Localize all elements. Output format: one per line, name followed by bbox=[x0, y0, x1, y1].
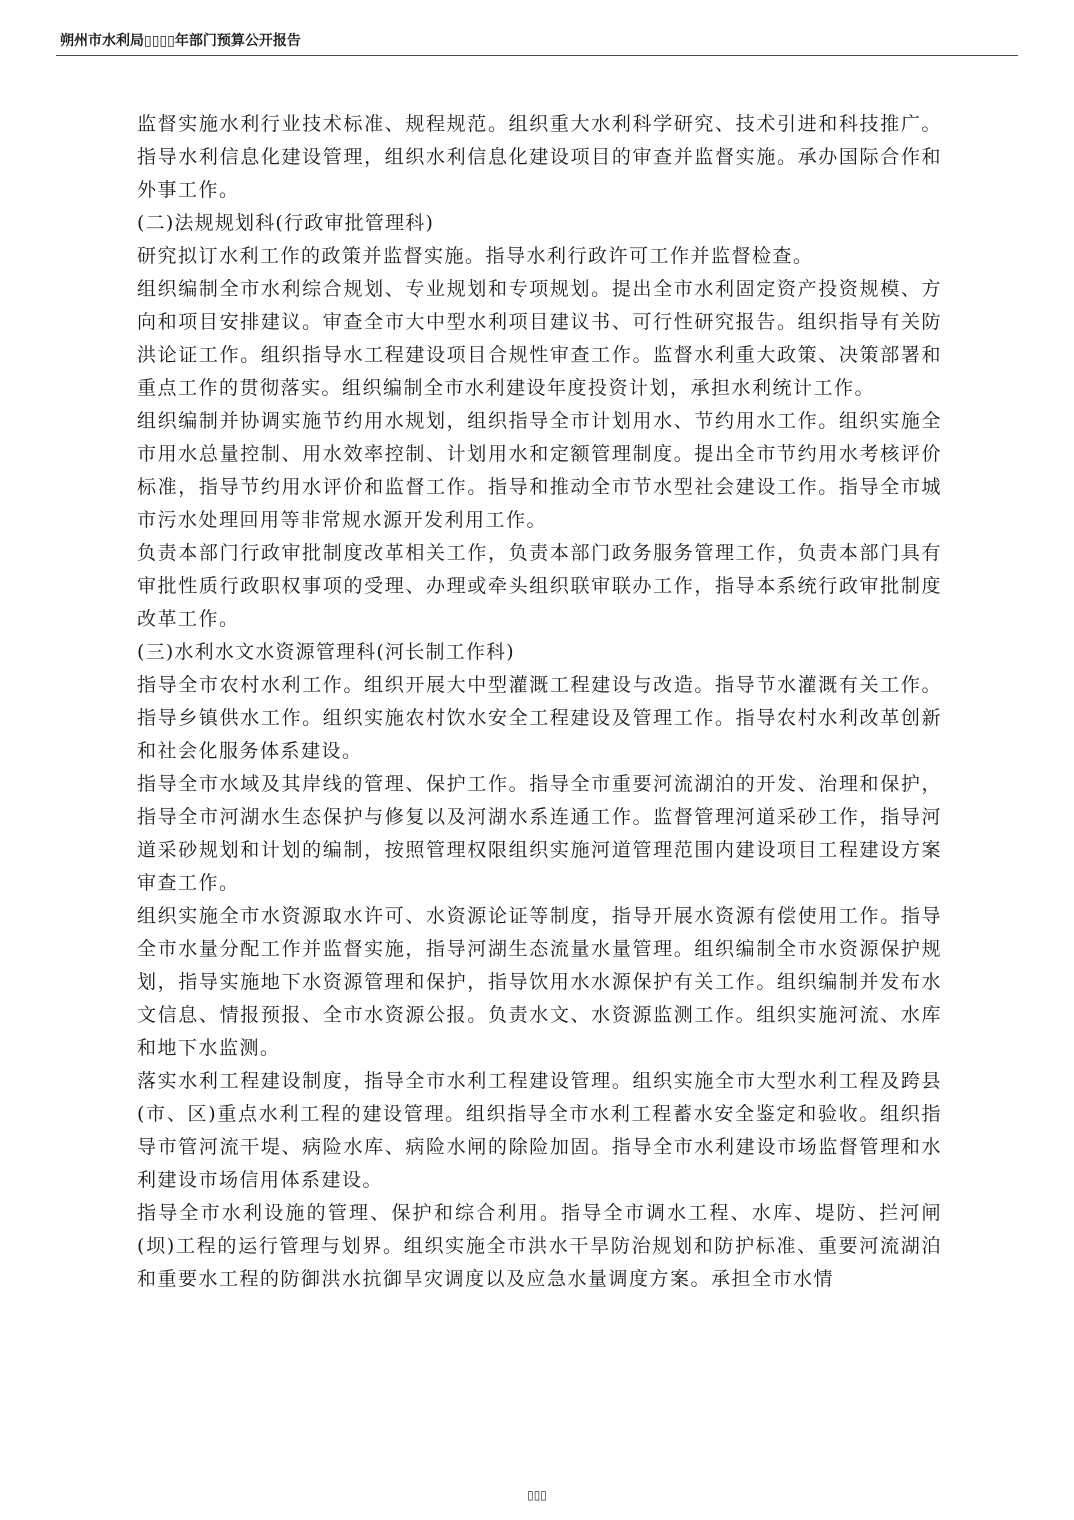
paragraph-policy: 研究拟订水利工作的政策并监督实施。指导水利行政许可工作并监督检查。 bbox=[137, 245, 814, 267]
page-header-title: 朔州市水利局▯▯▯▯年部门预算公开报告 bbox=[60, 33, 301, 49]
paragraph-facilities: 指导全市水利设施的管理、保护和综合利用。指导全市调水工程、水库、堤防、拦河闸(坝)工程的运行管理与划界。组织实施全市洪水干旱防治规划和防护标准、重要河流湖泊和重要水工程的防御洪水抗御旱灾调度以及应急水量调度方案。承担全市水情 bbox=[137, 1202, 942, 1290]
section-heading-hydrology: (三)水利水文水资源管理科(河长制工作科) bbox=[137, 641, 515, 663]
paragraph-approval-reform: 负责本部门行政审批制度改革相关工作，负责本部门政务服务管理工作，负责本部门具有审批性质行政职权事项的受理、办理或牵头组织联审联办工作，指导本系统行政审批制度改革工作。 bbox=[137, 542, 942, 630]
page-number: ▯▯▯ bbox=[527, 1488, 547, 1502]
section-heading-regulations: (二)法规规划科(行政审批管理科) bbox=[137, 212, 435, 234]
paragraph-construction: 落实水利工程建设制度，指导全市水利工程建设管理。组织实施全市大型水利工程及跨县(市、区)重点水利工程的建设管理。组织指导全市水利工程蓄水安全鉴定和验收。组织指导市管河流干堤、病险水库、病险水闸的除险加固。指导全市水利建设市场监督管理和水利建设市场信用体系建设。 bbox=[137, 1070, 942, 1191]
paragraph-water-resources: 组织实施全市水资源取水许可、水资源论证等制度，指导开展水资源有偿使用工作。指导全市水量分配工作并监督实施，指导河湖生态流量水量管理。组织编制全市水资源保护规划，指导实施地下水资源管理和保护，指导饮用水水源保护有关工作。组织编制并发布水文信息、情报预报、全市水资源公报。负责水文、水资源监测工作。组织实施河流、水库和地下水监测。 bbox=[137, 905, 942, 1059]
paragraph-rural-water: 指导全市农村水利工作。组织开展大中型灌溉工程建设与改造。指导节水灌溉有关工作。指导乡镇供水工作。组织实施农村饮水安全工程建设及管理工作。指导农村水利改革创新和社会化服务体系建设。 bbox=[137, 674, 942, 762]
paragraph-planning: 组织编制全市水利综合规划、专业规划和专项规划。提出全市水利固定资产投资规模、方向和项目安排建议。审查全市大中型水利项目建议书、可行性研究报告。组织指导有关防洪论证工作。组织指导水工程建设项目合规性审查工作。监督水利重大政策、决策部署和重点工作的贯彻落实。组织编制全市水利建设年度投资计划，承担水利统计工作。 bbox=[137, 278, 942, 399]
document-body bbox=[137, 108, 942, 1296]
paragraph-water-saving: 组织编制并协调实施节约用水规划，组织指导全市计划用水、节约用水工作。组织实施全市用水总量控制、用水效率控制、计划用水和定额管理制度。提出全市节约用水考核评价标准，指导节约用水评价和监督工作。指导和推动全市节水型社会建设工作。指导全市城市污水处理回用等非常规水源开发利用工作。 bbox=[137, 410, 942, 531]
paragraph-river-protection: 指导全市水域及其岸线的管理、保护工作。指导全市重要河流湖泊的开发、治理和保护，指导全市河湖水生态保护与修复以及河湖水系连通工作。监督管理河道采砂工作，指导河道采砂规划和计划的编制，按照管理权限组织实施河道管理范围内建设项目工程建设方案审查工作。 bbox=[137, 773, 942, 894]
paragraph-tech-standards: 监督实施水利行业技术标准、规程规范。组织重大水利科学研究、技术引进和科技推广。指导水利信息化建设管理，组织水利信息化建设项目的审查并监督实施。承办国际合作和外事工作。 bbox=[137, 113, 942, 201]
header-divider bbox=[56, 55, 1018, 56]
